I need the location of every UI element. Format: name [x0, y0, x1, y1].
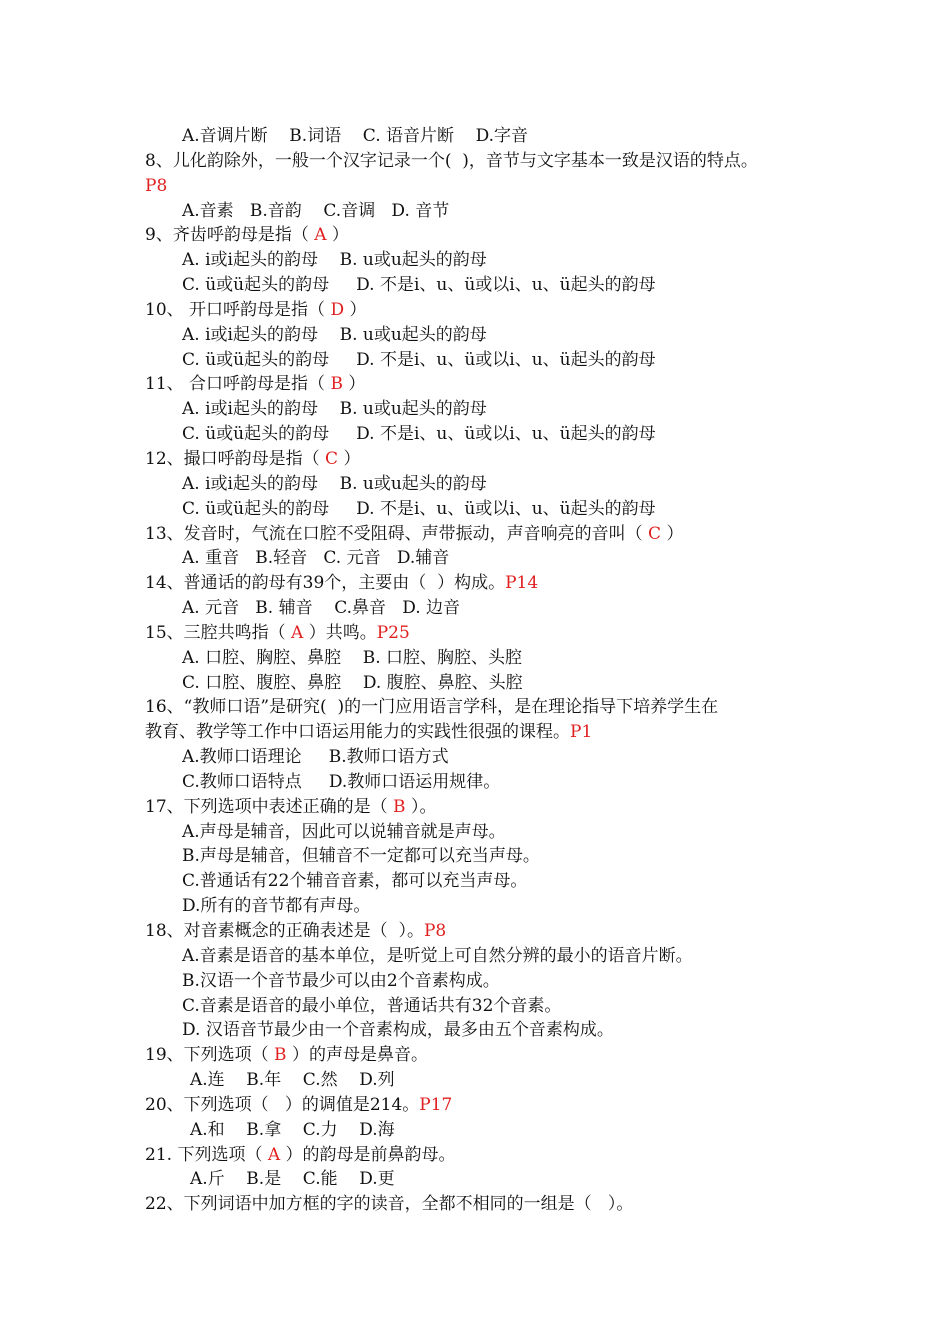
line-text: A.和 B.拿 C.力 D.海: [190, 1119, 395, 1140]
options-line: [145, 1167, 835, 1192]
line-text: D.所有的音节都有声母。: [182, 896, 371, 917]
question-line: [145, 372, 835, 397]
page-reference: P14: [505, 573, 539, 594]
answer-mark: D: [330, 299, 345, 320]
page-reference: P17: [419, 1094, 453, 1115]
options-line: [145, 869, 835, 894]
line-text: B.声母是辅音，但辅音不一定都可以充当声母。: [182, 846, 540, 867]
options-line: [145, 546, 835, 571]
line-text: 13、发音时，气流在口腔不受阻碍、声带振动，声音响亮的音叫（: [145, 523, 649, 544]
line-text: ）的声母是鼻音。: [286, 1045, 428, 1066]
line-text: A. 口腔、胸腔、鼻腔 B. 口腔、胸腔、头腔: [182, 647, 522, 668]
line-text: ）: [338, 448, 361, 469]
line-text: 8、儿化韵除外，一般一个汉字记录一个( )，音节与文字基本一致是汉语的特点。: [145, 150, 758, 171]
question-line: [145, 522, 835, 547]
options-line: [145, 348, 835, 373]
line-text: C.音素是语音的最小单位，普通话共有32个音素。: [182, 995, 562, 1016]
line-text: A.连 B.年 C.然 D.列: [190, 1070, 395, 1091]
line-text: ）的韵母是前鼻韵母。: [280, 1144, 456, 1165]
line-text: A.声母是辅音，因此可以说辅音就是声母。: [182, 821, 506, 842]
question-line: [145, 298, 835, 323]
line-text: ）共鸣。: [303, 622, 377, 643]
options-line: [145, 199, 835, 224]
answer-mark: A: [314, 225, 327, 246]
line-text: 17、下列选项中表述正确的是（: [145, 796, 394, 817]
options-line: [145, 646, 835, 671]
line-text: A. 重音 B.轻音 C. 元音 D.辅音: [182, 548, 450, 569]
question-line: [145, 447, 835, 472]
options-line: [145, 472, 835, 497]
line-text: 10、 开口呼韵母是指（: [145, 299, 331, 320]
options-line: [145, 248, 835, 273]
line-text: 15、三腔共鸣指（: [145, 622, 292, 643]
options-line: [145, 671, 835, 696]
line-text: ）: [326, 225, 349, 246]
question-line: [145, 1093, 835, 1118]
options-line: [145, 994, 835, 1019]
options-line: [145, 1118, 835, 1143]
options-line: [145, 745, 835, 770]
options-line: [145, 1068, 835, 1093]
line-text: A.音调片断 B.词语 C. 语音片断 D.字音: [182, 126, 529, 146]
options-line: [145, 944, 835, 969]
options-line: [145, 124, 835, 149]
options-line: [145, 820, 835, 845]
line-text: C. ü或ü起头的韵母 D. 不是i、u、ü或以i、u、ü起头的韵母: [182, 349, 656, 370]
options-line: [145, 844, 835, 869]
line-text: C.普通话有22个辅音音素，都可以充当声母。: [182, 871, 528, 892]
page-reference: P8: [423, 921, 447, 941]
options-line: [145, 397, 835, 422]
line-text: A. i或i起头的韵母 B. u或u起头的韵母: [182, 250, 487, 271]
options-line: [145, 596, 835, 621]
question-line: [145, 720, 835, 745]
line-text: 12、撮口呼韵母是指（: [145, 448, 326, 469]
line-text: C.教师口语特点 D.教师口语运用规律。: [182, 771, 501, 792]
line-text: 18、对音素概念的正确表述是（ ）。: [145, 921, 424, 941]
options-line: [145, 770, 835, 795]
options-line: [145, 1018, 835, 1043]
line-text: C. ü或ü起头的韵母 D. 不是i、u、ü或以i、u、ü起头的韵母: [182, 498, 656, 519]
answer-mark: A: [267, 1144, 281, 1165]
answer-mark: B: [393, 796, 406, 817]
answer-mark: B: [274, 1045, 287, 1066]
line-text: A.教师口语理论 B.教师口语方式: [182, 747, 449, 768]
line-text: 教育、教学等工作中口语运用能力的实践性很强的课程。: [145, 722, 570, 743]
line-text: A.斤 B.是 C.能 D.更: [190, 1169, 395, 1190]
line-text: 14、普通话的韵母有39个，主要由（ ）构成。: [145, 573, 506, 594]
options-line: [145, 273, 835, 298]
line-text: ）: [344, 299, 367, 320]
question-line: [145, 571, 835, 596]
options-line: [145, 323, 835, 348]
line-text: C. ü或ü起头的韵母 D. 不是i、u、ü或以i、u、ü起头的韵母: [182, 424, 656, 445]
question-line: [145, 223, 835, 248]
question-line: [145, 174, 835, 199]
line-text: 21. 下列选项（: [145, 1144, 268, 1165]
question-line: [145, 695, 835, 720]
line-text: ）: [342, 374, 366, 395]
line-text: ）: [661, 523, 684, 544]
answer-mark: C: [325, 448, 339, 469]
question-line: [145, 1143, 835, 1168]
line-text: ）。: [405, 796, 437, 817]
line-text: 9、齐齿呼韵母是指（: [145, 225, 315, 246]
line-text: 16、“教师口语”是研究( )的一门应用语言学科，是在理论指导下培养学生在: [145, 697, 719, 718]
question-line: [145, 919, 835, 944]
line-text: A.音素 B.音韵 C.音调 D. 音节: [182, 200, 450, 221]
options-line: [145, 422, 835, 447]
line-text: 20、下列选项（ ）的调值是214。: [145, 1094, 420, 1115]
options-line: [145, 497, 835, 522]
line-text: D. 汉语音节最少由一个音素构成，最多由五个音素构成。: [182, 1020, 614, 1041]
question-line: [145, 149, 835, 174]
line-text: 22、下列词语中加方框的字的读音，全都不相同的一组是（ ）。: [145, 1194, 634, 1215]
question-list: [145, 124, 835, 1217]
page-reference: P8: [145, 175, 168, 196]
line-text: A.音素是语音的基本单位，是听觉上可自然分辨的最小的语音片断。: [182, 945, 693, 966]
answer-mark: B: [330, 374, 343, 395]
line-text: A. i或i起头的韵母 B. u或u起头的韵母: [182, 324, 487, 345]
line-text: A. i或i起头的韵母 B. u或u起头的韵母: [182, 399, 487, 420]
line-text: A. 元音 B. 辅音 C.鼻音 D. 边音: [182, 598, 461, 619]
options-line: [145, 969, 835, 994]
question-line: [145, 621, 835, 646]
page-reference: P1: [570, 722, 593, 743]
options-line: [145, 894, 835, 919]
page-reference: P25: [376, 622, 410, 643]
line-text: C. 口腔、腹腔、鼻腔 D. 腹腔、鼻腔、头腔: [182, 672, 523, 693]
question-line: [145, 1192, 835, 1217]
line-text: A. i或i起头的韵母 B. u或u起头的韵母: [182, 473, 487, 494]
question-line: [145, 1043, 835, 1068]
line-text: C. ü或ü起头的韵母 D. 不是i、u、ü或以i、u、ü起头的韵母: [182, 275, 656, 296]
answer-mark: A: [291, 622, 304, 643]
line-text: 19、下列选项（: [145, 1045, 275, 1066]
line-text: 11、 合口呼韵母是指（: [145, 374, 331, 395]
line-text: B.汉语一个音节最少可以由2个音素构成。: [182, 970, 500, 991]
question-line: [145, 795, 835, 820]
answer-mark: C: [648, 523, 662, 544]
